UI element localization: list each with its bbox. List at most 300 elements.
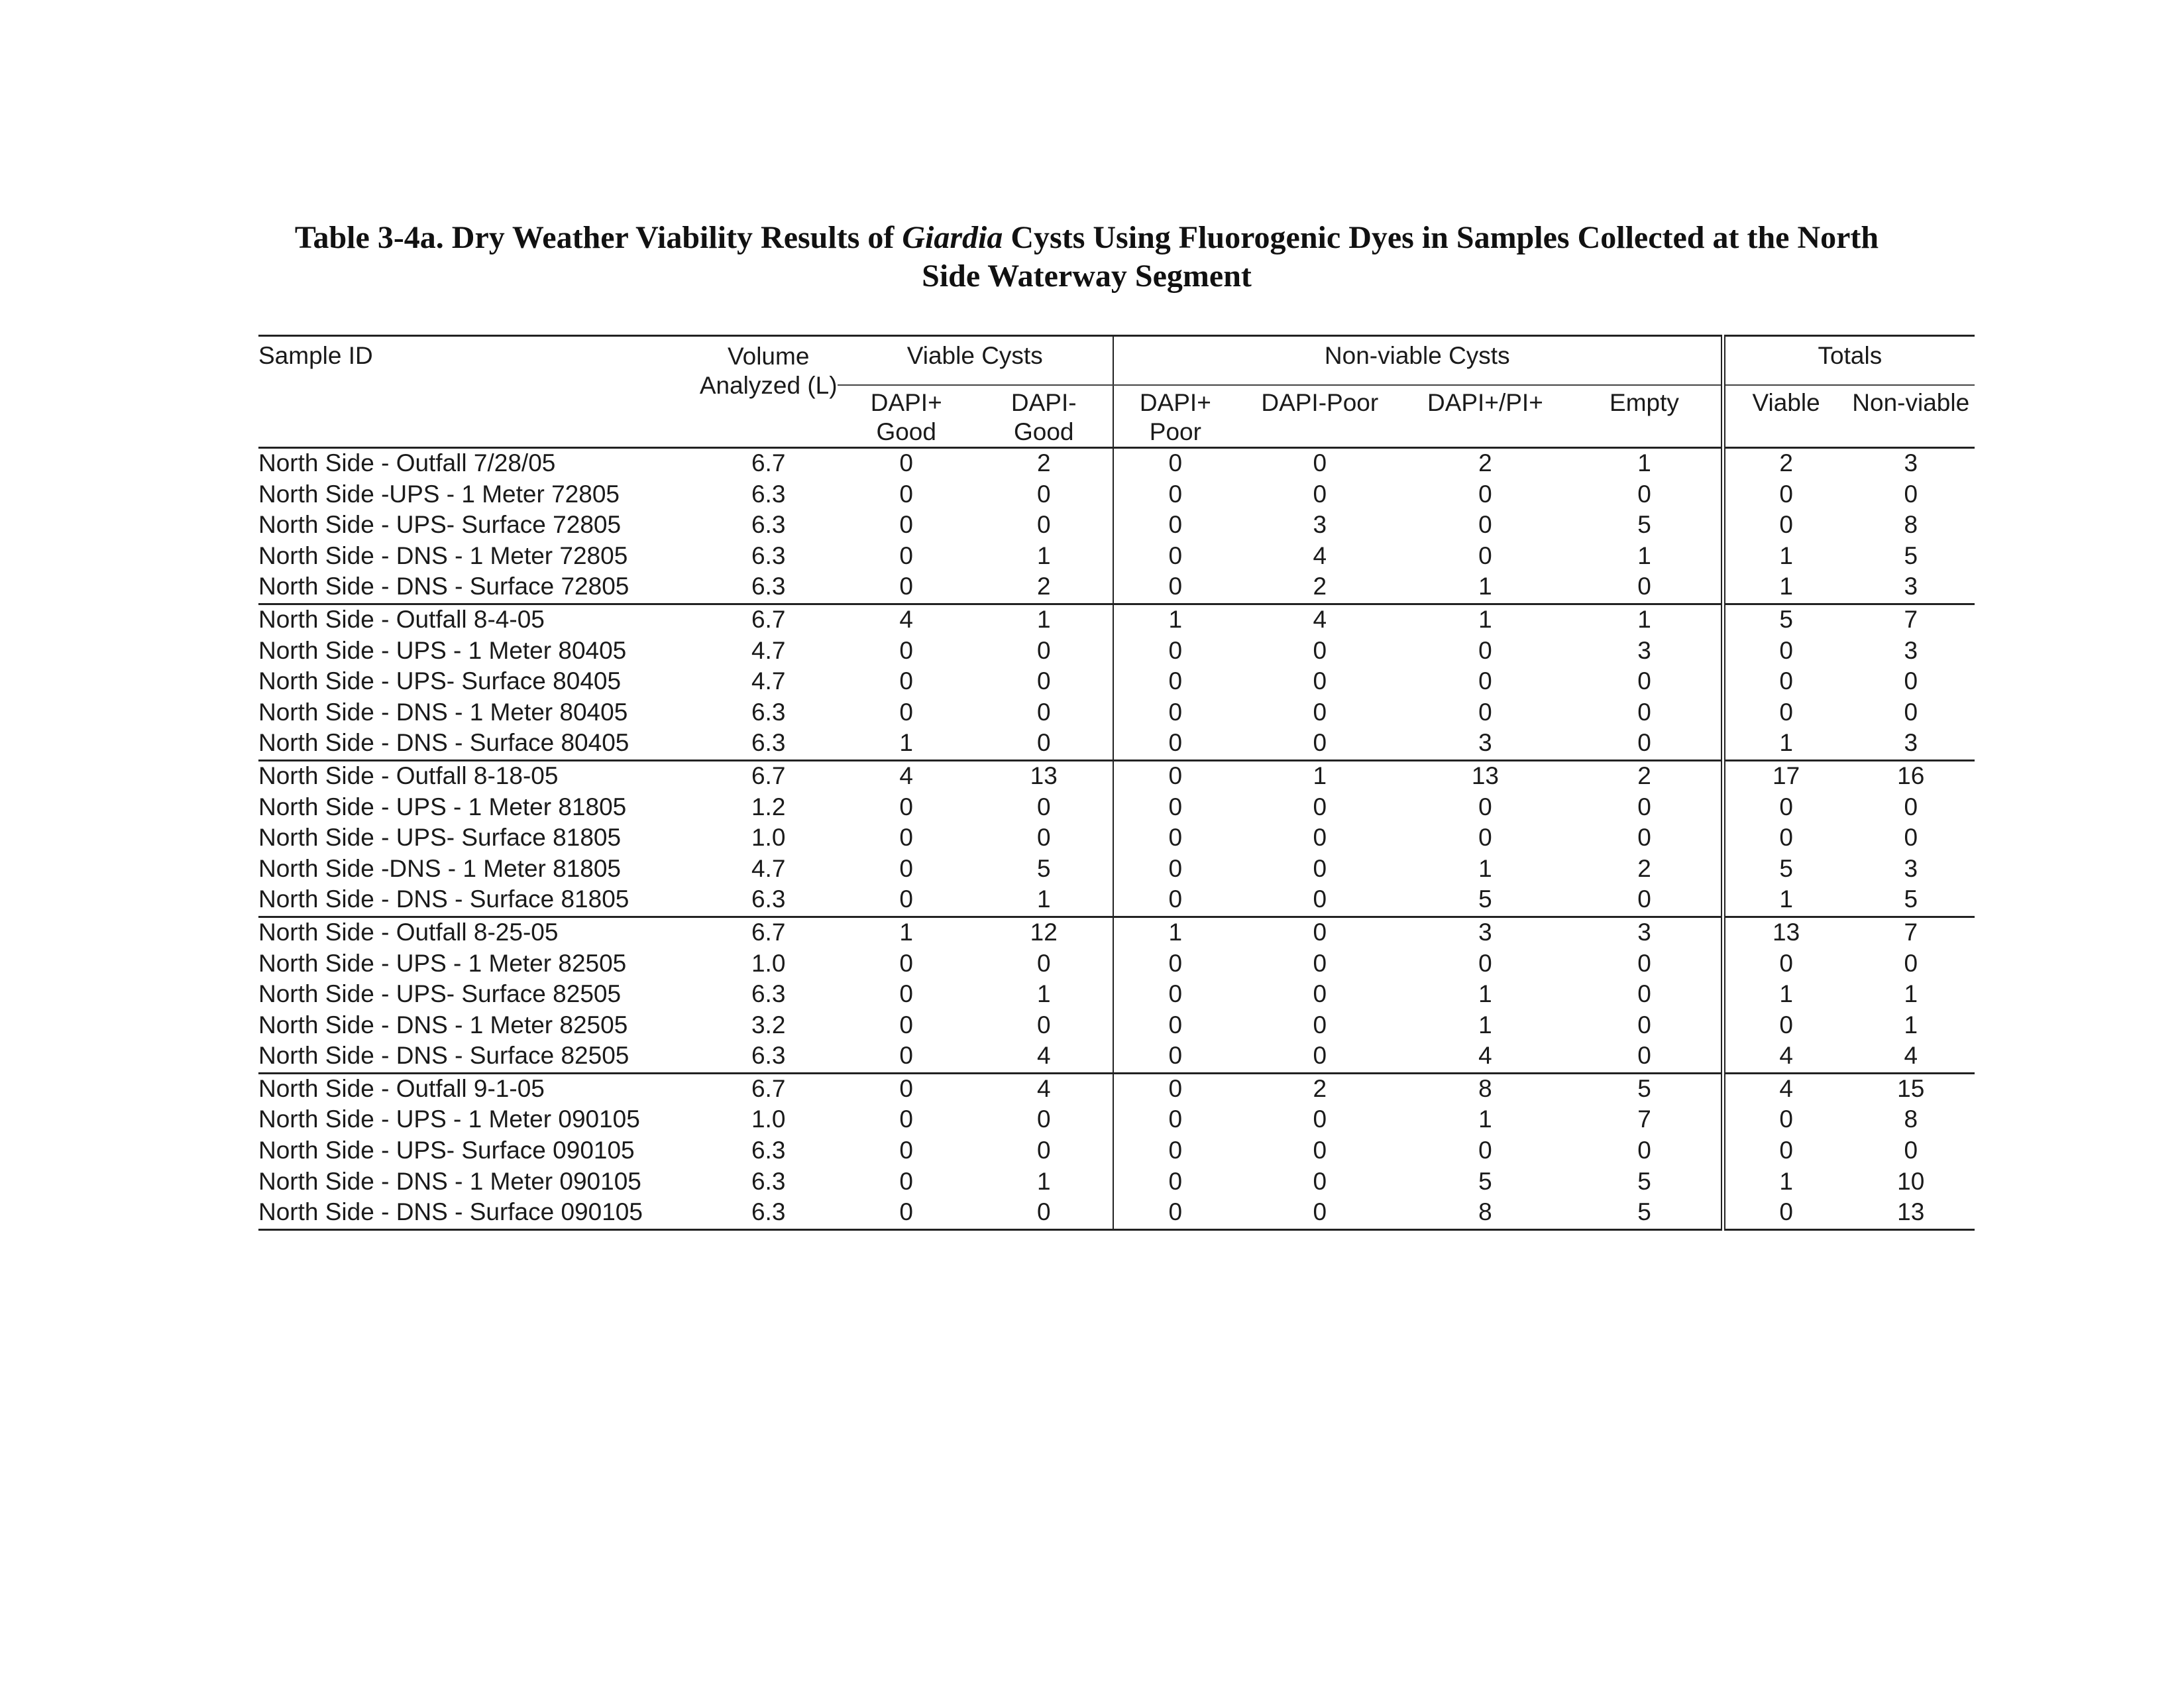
cell-dapi-plus-poor: 0 [1113,949,1237,980]
cell-dapi-minus-good: 0 [1036,480,1051,508]
table-row [258,1041,1975,1073]
cell-dapi-poor: 0 [1237,917,1403,948]
table-row [258,667,1975,698]
cell-volume: 1.0 [751,1105,786,1133]
table-row [258,572,1975,604]
cell-dapi-plus-good: 0 [899,449,913,477]
cell-dapi-plus-good: 0 [899,824,913,852]
cell-empty: 1 [1568,604,1723,636]
cell-dapi-pi: 1 [1478,854,1492,882]
cell-dapi-pi: 3 [1478,729,1492,757]
cell-dapi-minus-good: 0 [1036,1137,1051,1164]
cell-sample-id: North Side - UPS - 1 Meter 82505 [258,949,627,977]
cell-empty: 0 [1637,949,1651,977]
cell-volume: 6.3 [751,729,786,757]
table-row [258,1105,1975,1136]
cell-empty: 0 [1637,885,1651,913]
cell-dapi-plus-poor: 1 [1113,604,1237,636]
cell-volume: 6.3 [700,1198,838,1229]
table-row [258,980,1975,1011]
cell-sample-id: North Side - UPS- Surface 72805 [258,511,622,539]
cell-dapi-minus-good: 13 [975,760,1113,792]
cell-volume: 4.7 [751,636,786,664]
cell-dapi-pi: 4 [1478,1042,1492,1070]
table-row [258,793,1975,824]
cell-volume: 6.3 [751,1042,786,1070]
caption-suffix: Cysts Using Fluorogenic Dyes in Samples Collected at the North [1003,220,1879,255]
cell-dapi-pi: 5 [1478,1167,1492,1195]
cell-dapi-poor: 3 [1313,511,1327,539]
cell-dapi-poor: 0 [1313,885,1327,913]
cell-dapi-minus-good: 2 [1036,449,1051,477]
cell-empty: 3 [1568,917,1723,948]
cell-dapi-pi: 1 [1478,1105,1492,1133]
cell-dapi-pi: 0 [1478,793,1492,820]
table-row [258,698,1975,729]
cell-total-nonviable: 15 [1847,1073,1975,1105]
cell-volume: 1.0 [751,949,786,977]
cell-dapi-plus-poor: 0 [1113,1041,1237,1073]
table-row [258,604,1975,636]
cell-volume: 6.3 [751,1167,786,1195]
header-total-nonviable: Non-viable [1852,389,1970,416]
cell-dapi-minus-good: 0 [1036,511,1051,539]
table-row [258,448,1975,480]
cell-dapi-plus-poor: 0 [1113,667,1237,698]
cell-empty: 0 [1637,729,1651,757]
cell-sample-id: North Side -UPS - 1 Meter 72805 [258,480,620,508]
table-row [258,1073,1975,1105]
cell-dapi-plus-good: 0 [899,1011,913,1039]
cell-dapi-plus-poor: 0 [1113,760,1237,792]
cell-dapi-plus-good: 0 [838,1198,975,1229]
cell-dapi-poor: 0 [1237,1198,1403,1229]
cell-dapi-plus-good: 0 [899,885,913,913]
cell-total-nonviable: 0 [1904,667,1918,695]
cell-dapi-plus-poor: 0 [1113,698,1237,729]
cell-dapi-plus-good: 0 [899,667,913,695]
cell-dapi-minus-good: 0 [1036,1011,1051,1039]
cell-total-nonviable: 3 [1904,854,1918,882]
cell-dapi-plus-good: 4 [838,760,975,792]
table-row [258,1198,1975,1229]
cell-dapi-plus-poor: 0 [1113,541,1237,573]
cell-empty: 5 [1637,511,1651,539]
cell-volume: 1.0 [751,824,786,852]
cell-dapi-poor: 0 [1313,854,1327,882]
cell-empty: 0 [1637,1042,1651,1070]
cell-total-nonviable: 16 [1847,760,1975,792]
cell-dapi-minus-good: 0 [975,1198,1113,1229]
cell-sample-id: North Side - Outfall 7/28/05 [258,449,556,477]
cell-dapi-minus-good: 0 [1036,729,1051,757]
header-dapi-minus-good-l1: DAPI- [1010,389,1077,416]
header-totals: Totals [1723,336,1975,386]
cell-dapi-plus-good: 1 [838,917,975,948]
cell-dapi-poor: 0 [1313,667,1327,695]
cell-dapi-poor: 0 [1313,1011,1327,1039]
cell-dapi-pi: 0 [1478,949,1492,977]
cell-volume: 6.3 [751,980,786,1008]
cell-dapi-poor: 0 [1313,1042,1327,1070]
cell-volume: 6.7 [700,760,838,792]
cell-dapi-plus-poor: 0 [1113,448,1237,480]
caption-line-2: Side Waterway Segment [922,258,1252,294]
cell-dapi-pi: 0 [1478,480,1492,508]
cell-empty: 5 [1637,1167,1651,1195]
cell-dapi-plus-poor: 0 [1113,728,1237,760]
table-body [258,448,1975,1230]
cell-sample-id: North Side - DNS - 1 Meter 090105 [258,1167,641,1195]
header-dapi-poor: DAPI-Poor [1261,389,1379,416]
cell-dapi-poor: 0 [1313,636,1327,664]
cell-total-viable: 0 [1723,1011,1847,1042]
table-header [258,336,1975,448]
cell-total-viable: 5 [1723,604,1847,636]
cell-volume: 6.3 [751,541,786,569]
cell-dapi-minus-good: 1 [975,604,1113,636]
cell-empty: 0 [1637,698,1651,726]
cell-total-viable: 0 [1723,949,1847,980]
cell-dapi-minus-good: 1 [1036,980,1051,1008]
cell-volume: 6.7 [700,1073,838,1105]
cell-empty: 5 [1568,1073,1723,1105]
cell-dapi-plus-good: 0 [899,949,913,977]
header-dapi-plus-poor-l2: Poor [1149,418,1201,445]
cell-sample-id: North Side - UPS- Surface 81805 [258,824,622,852]
cell-dapi-poor: 0 [1313,449,1327,477]
cell-volume: 4.7 [751,854,786,882]
cell-volume: 4.7 [751,667,786,695]
cell-dapi-plus-poor: 0 [1113,480,1237,511]
table-row [258,917,1975,948]
cell-sample-id: North Side - UPS- Surface 80405 [258,667,622,695]
caption-prefix: Table 3-4a. Dry Weather Viability Results of [294,220,902,255]
cell-sample-id: North Side - Outfall 8-25-05 [258,917,700,948]
cell-dapi-minus-good: 1 [1036,541,1051,569]
cell-total-viable: 0 [1723,636,1847,667]
cell-dapi-plus-poor: 0 [1113,980,1237,1011]
cell-dapi-poor: 0 [1313,480,1327,508]
cell-total-nonviable: 0 [1904,480,1918,508]
cell-sample-id: North Side - DNS - Surface 72805 [258,573,629,600]
table-row [258,823,1975,854]
cell-dapi-plus-poor: 0 [1113,854,1237,885]
cell-total-nonviable: 1 [1904,1011,1918,1039]
cell-total-nonviable: 3 [1904,449,1918,477]
cell-dapi-poor: 4 [1237,604,1403,636]
cell-dapi-pi: 2 [1478,449,1492,477]
cell-total-nonviable: 3 [1904,729,1918,757]
cell-sample-id: North Side - DNS - Surface 81805 [258,885,629,913]
cell-dapi-pi: 0 [1478,541,1492,569]
cell-total-viable: 0 [1723,510,1847,541]
cell-dapi-pi: 0 [1478,824,1492,852]
cell-dapi-plus-good: 0 [899,793,913,820]
header-dapi-plus-poor [1113,385,1237,448]
cell-volume: 1.2 [751,793,786,820]
cell-dapi-poor: 0 [1313,729,1327,757]
cell-dapi-plus-poor: 0 [1113,1011,1237,1042]
cell-empty: 2 [1568,760,1723,792]
cell-dapi-poor: 4 [1313,541,1327,569]
cell-sample-id: North Side - Outfall 9-1-05 [258,1073,700,1105]
cell-total-nonviable: 5 [1904,885,1918,913]
cell-dapi-pi: 13 [1403,760,1568,792]
header-dapi-pi: DAPI+/PI+ [1427,389,1543,416]
cell-dapi-poor: 0 [1313,824,1327,852]
cell-dapi-plus-good: 4 [838,604,975,636]
cell-dapi-minus-good: 1 [1036,1167,1051,1195]
cell-empty: 0 [1637,480,1651,508]
cell-total-viable: 1 [1723,885,1847,917]
cell-dapi-poor: 2 [1313,573,1327,600]
cell-dapi-plus-poor: 0 [1113,510,1237,541]
cell-dapi-plus-poor: 0 [1113,1073,1237,1105]
cell-dapi-plus-good: 0 [899,698,913,726]
cell-dapi-plus-good: 0 [899,480,913,508]
cell-dapi-pi: 5 [1478,885,1492,913]
cell-empty: 0 [1637,667,1651,695]
cell-total-viable: 0 [1723,1136,1847,1167]
cell-sample-id: North Side - DNS - 1 Meter 72805 [258,541,628,569]
cell-dapi-poor: 0 [1313,1137,1327,1164]
cell-sample-id: North Side - DNS - Surface 090105 [258,1198,700,1229]
cell-dapi-pi: 0 [1478,667,1492,695]
cell-dapi-minus-good: 0 [1036,949,1051,977]
cell-empty: 0 [1637,1137,1651,1164]
header-empty: Empty [1610,389,1679,416]
cell-total-nonviable: 3 [1904,573,1918,600]
cell-total-nonviable: 4 [1904,1042,1918,1070]
cell-total-nonviable: 13 [1847,1198,1975,1229]
header-volume-line2: Analyzed (L) [699,372,838,399]
cell-sample-id: North Side - UPS- Surface 82505 [258,980,622,1008]
cell-total-viable: 2 [1723,448,1847,480]
cell-dapi-plus-good: 0 [899,854,913,882]
caption-line-1 [252,219,1922,257]
cell-dapi-pi: 1 [1478,980,1492,1008]
cell-sample-id: North Side - DNS - 1 Meter 80405 [258,698,628,726]
header-total-viable: Viable [1723,385,1847,448]
cell-dapi-pi: 0 [1478,636,1492,664]
cell-dapi-poor: 0 [1313,1167,1327,1195]
cell-dapi-pi: 0 [1478,698,1492,726]
cell-dapi-minus-good: 12 [975,917,1113,948]
cell-total-viable: 0 [1723,1105,1847,1136]
cell-empty: 0 [1637,980,1651,1008]
cell-volume: 6.3 [751,511,786,539]
header-dapi-plus-good-l2: Good [876,418,936,445]
cell-empty: 0 [1637,793,1651,820]
cell-total-nonviable: 7 [1847,917,1975,948]
cell-dapi-plus-good: 0 [899,541,913,569]
cell-volume: 6.3 [751,885,786,913]
cell-dapi-plus-poor: 0 [1113,1167,1237,1198]
cell-total-nonviable: 8 [1904,1105,1918,1133]
cell-total-nonviable: 3 [1904,636,1918,664]
header-volume-line1: Volume [727,343,810,370]
table-row [258,728,1975,760]
header-dapi-plus-good [838,385,975,448]
cell-total-viable: 0 [1723,698,1847,729]
cell-dapi-pi: 0 [1478,511,1492,539]
table-row [258,854,1975,885]
cell-total-viable: 5 [1723,854,1847,885]
cell-dapi-pi: 0 [1478,1137,1492,1164]
cell-sample-id: North Side - Outfall 8-18-05 [258,760,700,792]
cell-total-nonviable: 5 [1904,541,1918,569]
cell-dapi-poor: 1 [1237,760,1403,792]
cell-dapi-pi: 1 [1478,573,1492,600]
table-row [258,949,1975,980]
cell-dapi-plus-good: 0 [899,1105,913,1133]
table-caption [252,219,1922,296]
cell-dapi-poor: 2 [1237,1073,1403,1105]
cell-dapi-poor: 0 [1313,1105,1327,1133]
cell-dapi-plus-poor: 0 [1113,793,1237,824]
header-viable-cysts: Viable Cysts [838,336,1113,386]
cell-volume: 6.3 [751,698,786,726]
cell-empty: 1 [1637,449,1651,477]
cell-total-nonviable: 0 [1904,698,1918,726]
cell-dapi-minus-good: 1 [1036,885,1051,913]
cell-total-viable: 1 [1723,572,1847,604]
cell-total-nonviable: 0 [1904,824,1918,852]
cell-dapi-plus-poor: 0 [1113,1198,1237,1229]
cell-total-viable: 1 [1723,541,1847,573]
cell-dapi-plus-good: 0 [899,1167,913,1195]
table-row [258,636,1975,667]
cell-dapi-pi: 8 [1403,1198,1568,1229]
cell-dapi-pi: 1 [1478,1011,1492,1039]
viability-table [258,335,1975,1231]
cell-total-nonviable: 7 [1847,604,1975,636]
table-row [258,480,1975,511]
table-row [258,1011,1975,1042]
cell-sample-id: North Side - DNS - Surface 82505 [258,1042,629,1070]
header-sample-id: Sample ID [258,342,373,369]
cell-empty: 5 [1568,1198,1723,1229]
cell-dapi-minus-good: 2 [1036,573,1051,600]
table-row [258,541,1975,573]
cell-sample-id: North Side - UPS- Surface 090105 [258,1137,635,1164]
table-row [258,1136,1975,1167]
table-row [258,760,1975,792]
cell-sample-id: North Side - DNS - Surface 80405 [258,729,629,757]
cell-dapi-poor: 0 [1313,698,1327,726]
cell-volume: 6.7 [700,604,838,636]
cell-dapi-minus-good: 5 [1036,854,1051,882]
cell-dapi-plus-poor: 0 [1113,1136,1237,1167]
cell-total-viable: 1 [1723,980,1847,1011]
cell-total-nonviable: 0 [1904,1137,1918,1164]
cell-volume: 6.3 [751,573,786,600]
cell-dapi-minus-good: 4 [975,1073,1113,1105]
cell-volume: 6.7 [751,449,786,477]
cell-total-nonviable: 0 [1904,949,1918,977]
cell-dapi-plus-good: 0 [899,573,913,600]
cell-empty: 1 [1637,541,1651,569]
cell-dapi-minus-good: 0 [1036,667,1051,695]
header-dapi-plus-good-l1: DAPI+ [870,389,942,416]
cell-dapi-plus-poor: 1 [1113,917,1237,948]
cell-dapi-plus-good: 0 [899,1137,913,1164]
cell-volume: 6.7 [700,917,838,948]
cell-volume: 6.3 [751,480,786,508]
cell-sample-id: North Side -DNS - 1 Meter 81805 [258,854,622,882]
header-dapi-minus-good-l2: Good [1013,418,1074,445]
cell-dapi-plus-good: 0 [899,980,913,1008]
cell-dapi-poor: 0 [1313,949,1327,977]
header-dapi-plus-poor-l1: DAPI+ [1139,389,1211,416]
header-nonviable-cysts: Non-viable Cysts [1113,336,1723,386]
cell-dapi-minus-good: 0 [1036,793,1051,820]
cell-empty: 0 [1637,1011,1651,1039]
cell-dapi-plus-poor: 0 [1113,1105,1237,1136]
cell-empty: 2 [1637,854,1651,882]
cell-total-nonviable: 0 [1904,793,1918,820]
cell-volume: 6.3 [751,1137,786,1164]
header-volume [700,336,838,448]
cell-dapi-plus-poor: 0 [1113,823,1237,854]
cell-total-viable: 1 [1723,1167,1847,1198]
cell-dapi-plus-poor: 0 [1113,572,1237,604]
cell-sample-id: North Side - DNS - 1 Meter 82505 [258,1011,628,1039]
cell-dapi-plus-good: 1 [899,729,913,757]
cell-volume: 3.2 [751,1011,786,1039]
cell-dapi-pi: 3 [1403,917,1568,948]
cell-total-viable: 4 [1723,1073,1847,1105]
cell-total-viable: 0 [1723,1198,1847,1229]
cell-total-viable: 0 [1723,667,1847,698]
cell-total-viable: 4 [1723,1041,1847,1073]
cell-total-viable: 0 [1723,823,1847,854]
cell-dapi-plus-poor: 0 [1113,636,1237,667]
cell-sample-id: North Side - UPS - 1 Meter 090105 [258,1105,640,1133]
cell-total-nonviable: 10 [1897,1167,1925,1195]
cell-sample-id: North Side - Outfall 8-4-05 [258,604,700,636]
cell-dapi-plus-good: 0 [899,511,913,539]
cell-total-nonviable: 1 [1904,980,1918,1008]
cell-dapi-minus-good: 0 [1036,698,1051,726]
cell-dapi-pi: 1 [1403,604,1568,636]
cell-dapi-minus-good: 4 [1036,1042,1051,1070]
cell-sample-id: North Side - UPS - 1 Meter 81805 [258,793,627,820]
cell-dapi-poor: 0 [1313,980,1327,1008]
cell-empty: 7 [1637,1105,1651,1133]
cell-dapi-plus-good: 0 [838,1073,975,1105]
cell-empty: 0 [1637,573,1651,600]
cell-total-viable: 0 [1723,480,1847,511]
table-row [258,1167,1975,1198]
cell-dapi-minus-good: 0 [1036,1105,1051,1133]
cell-dapi-plus-good: 0 [899,636,913,664]
cell-sample-id: North Side - UPS - 1 Meter 80405 [258,636,627,664]
header-row-1 [258,336,1975,386]
cell-empty: 0 [1637,824,1651,852]
cell-total-viable: 1 [1723,728,1847,760]
header-dapi-minus-good [975,385,1113,448]
cell-total-nonviable: 8 [1904,511,1918,539]
cell-total-viable: 17 [1723,760,1847,792]
cell-dapi-minus-good: 0 [1036,636,1051,664]
cell-dapi-plus-good: 0 [899,1042,913,1070]
cell-dapi-plus-poor: 0 [1113,885,1237,917]
table-row [258,885,1975,917]
cell-dapi-poor: 0 [1313,793,1327,820]
cell-total-viable: 0 [1723,793,1847,824]
